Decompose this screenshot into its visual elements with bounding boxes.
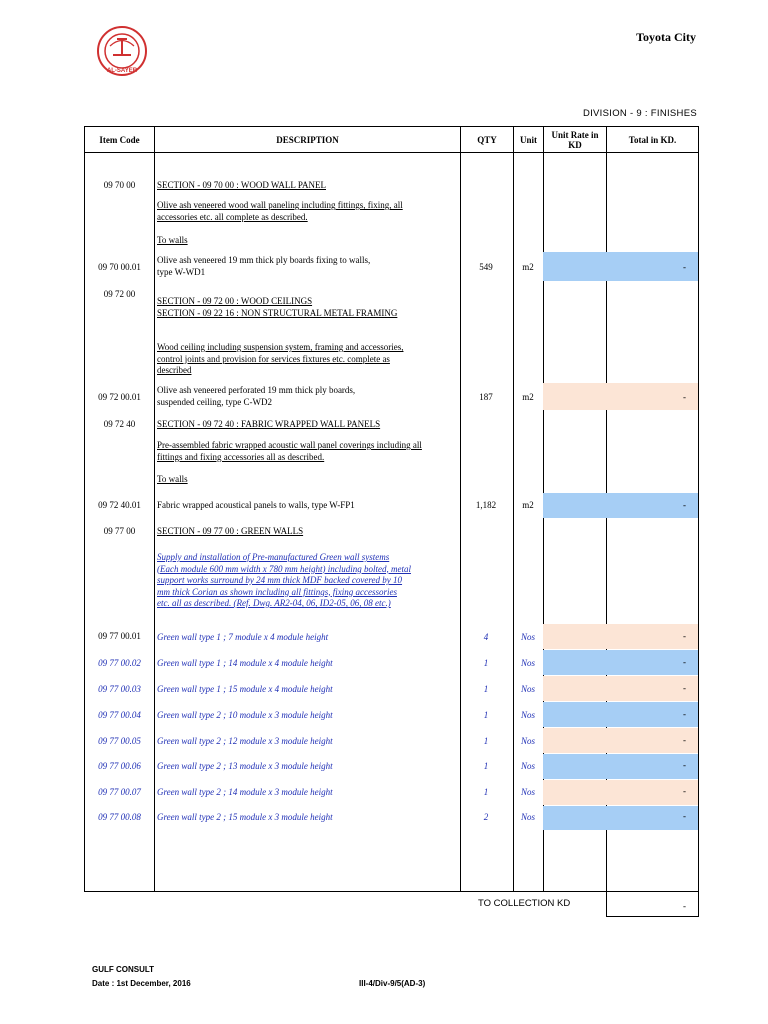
item-description: Green wall type 1 ; 14 module x 4 module height	[157, 658, 333, 668]
item-description: Green wall type 2 ; 15 module x 3 module height	[157, 812, 333, 822]
item-description: To walls	[157, 235, 188, 245]
item-unit: Nos	[520, 787, 535, 797]
item-qty: 187	[479, 392, 493, 402]
description-line: SECTION - 09 22 16 : NON STRUCTURAL METAL FRAMING	[157, 307, 398, 318]
section-heading	[157, 296, 459, 319]
item-unit: Nos	[520, 632, 535, 642]
description-line: Supply and installation of Pre-manufactured Green wall systems	[157, 552, 390, 562]
item-code: 09 77 00.02	[98, 658, 141, 668]
item-code: 09 77 00	[103, 526, 136, 536]
item-code: 09 72 40.01	[98, 500, 141, 510]
description-line: fittings and fixing accessories all as described.	[157, 451, 325, 462]
item-code: 09 72 40	[103, 419, 136, 429]
description-line: suspended ceiling, type C-WD2	[157, 396, 272, 407]
item-qty: 1	[483, 658, 489, 668]
item-description: Green wall type 2 ; 10 module x 3 module height	[157, 710, 333, 720]
item-qty: 1	[483, 736, 489, 746]
item-total: -	[683, 811, 686, 821]
item-total: -	[683, 631, 686, 641]
header-unit-rate: Unit Rate in KD	[551, 129, 599, 150]
item-unit: Nos	[520, 736, 535, 746]
item-description: Green wall type 1 ; 15 module x 4 module height	[157, 684, 333, 694]
description-line: mm thick Corian as shown including all fittings, fixing accessories	[157, 586, 397, 597]
item-unit: Nos	[520, 684, 535, 694]
description-line: (Each module 600 mm width x 780 mm height) including bolted, metal	[157, 563, 411, 574]
header-total: Total in KD.	[628, 134, 677, 145]
item-unit: m2	[522, 262, 534, 272]
item-total: -	[683, 735, 686, 745]
header-item-code: Item Code	[99, 134, 140, 145]
item-description	[157, 255, 459, 278]
item-qty: 1	[483, 787, 489, 797]
description-line: Olive ash veneered perforated 19 mm thick ply boards,	[157, 385, 356, 395]
section-heading: SECTION - 09 70 00 : WOOD WALL PANEL	[157, 180, 326, 190]
item-description	[157, 440, 459, 463]
section-heading: SECTION - 09 77 00 : GREEN WALLS	[157, 526, 304, 536]
item-description	[157, 552, 459, 610]
item-total: -	[683, 657, 686, 667]
item-description: Green wall type 2 ; 14 module x 3 module height	[157, 787, 333, 797]
item-description: Green wall type 1 ; 7 module x 4 module height	[157, 632, 329, 642]
item-code: 09 77 00.08	[98, 812, 141, 822]
item-total: -	[683, 760, 686, 770]
item-description: Fabric wrapped acoustical panels to walls, type W-FP1	[157, 500, 355, 510]
footer-company: GULF CONSULT	[92, 965, 155, 974]
collection-total: -	[683, 901, 686, 911]
header-divider	[84, 152, 699, 153]
item-description: To walls	[157, 474, 188, 484]
item-qty: 1	[483, 761, 489, 771]
item-qty: 1,182	[475, 500, 497, 510]
description-line: control joints and provision for services fixtures etc. complete as	[157, 353, 390, 364]
description-line: accessories etc. all complete as described.	[157, 211, 308, 222]
project-title: Toyota City	[636, 30, 696, 44]
item-code: 09 77 00.04	[98, 710, 141, 720]
item-code: 09 77 00.01	[98, 631, 141, 641]
item-description	[157, 385, 459, 408]
description-line: Pre-assembled fabric wrapped acoustic wall panel coverings including all	[157, 440, 422, 450]
item-unit: Nos	[520, 658, 535, 668]
item-qty: 1	[483, 710, 489, 720]
header-description: DESCRIPTION	[276, 134, 339, 145]
col-divider	[154, 126, 155, 892]
item-code: 09 70 00.01	[98, 262, 141, 272]
item-description: Green wall type 2 ; 12 module x 3 module height	[157, 736, 333, 746]
section-heading: SECTION - 09 72 40 : FABRIC WRAPPED WALL PANELS	[157, 419, 381, 429]
item-unit: Nos	[520, 710, 535, 720]
item-total: -	[683, 683, 686, 693]
description-line: Olive ash veneered 19 mm thick ply boards fixing to walls,	[157, 255, 371, 265]
item-total: -	[683, 262, 686, 272]
description-line: described	[157, 365, 192, 375]
item-code: 09 77 00.06	[98, 761, 141, 771]
description-line: etc. all as described. (Ref. Dwg. AR2-04, 06, ID2-05, 06, 08 etc.)	[157, 598, 391, 608]
company-logo	[96, 25, 148, 77]
item-qty: 4	[483, 632, 489, 642]
item-qty: 1	[483, 684, 489, 694]
item-total: -	[683, 786, 686, 796]
description-line: Wood ceiling including suspension system, framing and accessories,	[157, 342, 404, 352]
item-code: 09 72 00.01	[98, 392, 141, 402]
header-unit: Unit	[519, 134, 537, 145]
item-total: -	[683, 709, 686, 719]
footer-date: Date : 1st December, 2016	[92, 979, 191, 988]
item-unit: Nos	[520, 812, 535, 822]
logo-text: AL-SAYER	[106, 68, 138, 74]
item-unit: Nos	[520, 761, 535, 771]
item-qty: 2	[483, 812, 489, 822]
item-total: -	[683, 500, 686, 510]
item-code: 09 77 00.07	[98, 787, 141, 797]
item-code: 09 70 00	[103, 180, 136, 190]
item-code: 09 77 00.05	[98, 736, 141, 746]
description-line: SECTION - 09 72 00 : WOOD CEILINGS	[157, 296, 313, 306]
description-line: support works surround by 24 mm thick MDF backed covered by 10	[157, 575, 403, 585]
item-code: 09 72 00	[103, 289, 136, 299]
description-line: Olive ash veneered wood wall paneling including fittings, fixing, all	[157, 200, 403, 210]
division-title: DIVISION - 9 : FINISHES	[582, 108, 697, 119]
item-description: Green wall type 2 ; 13 module x 3 module height	[157, 761, 333, 771]
collection-label: TO COLLECTION KD	[478, 898, 571, 909]
item-qty: 549	[479, 262, 493, 272]
item-code: 09 77 00.03	[98, 684, 141, 694]
description-line: type W-WD1	[157, 266, 206, 277]
footer-reference: III-4/Div-9/5(AD-3)	[359, 979, 426, 988]
item-unit: m2	[522, 392, 534, 402]
item-description	[157, 200, 459, 223]
item-unit: m2	[522, 500, 534, 510]
item-description	[157, 342, 459, 377]
item-total: -	[683, 392, 686, 402]
header-qty: QTY	[477, 134, 497, 145]
